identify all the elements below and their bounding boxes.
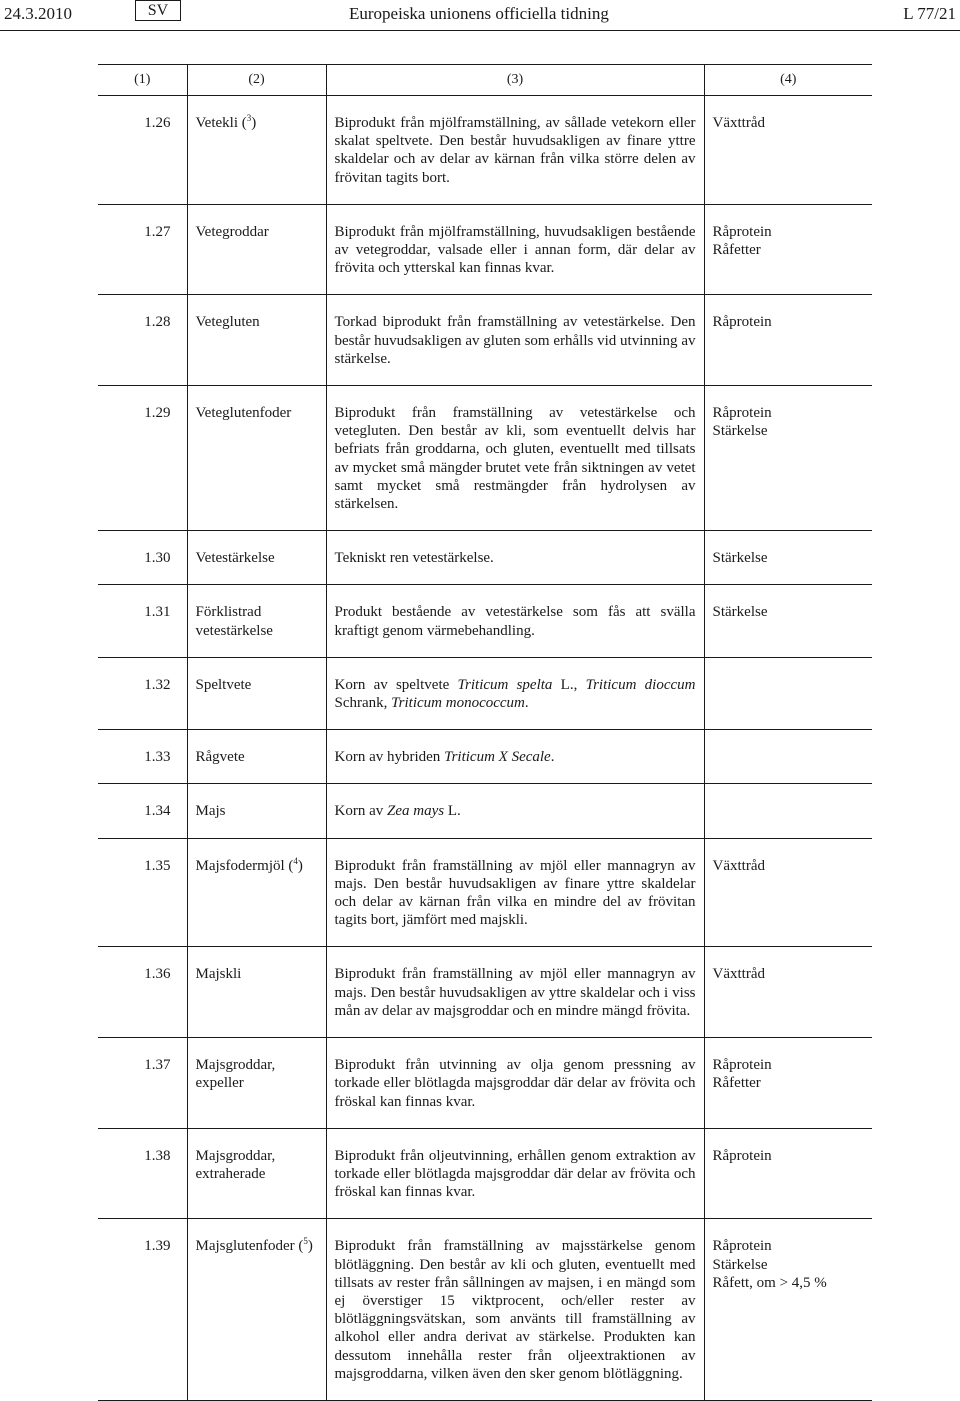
feed-material-name [187,295,326,386]
journal-title: Europeiska unionens officiella tidning [349,4,609,23]
footnote-marker: 4 [293,855,298,866]
feed-material-name [187,947,326,1038]
species-name: Triticum spelta [457,676,553,693]
feed-material-name [187,1038,326,1129]
feed-material-name [187,204,326,295]
description-text: L. [444,803,461,820]
feed-material-name [187,784,326,838]
species-name: Triticum monococcum [391,695,525,712]
feed-material-name-tail: ) [297,857,303,874]
feed-material-description: Biprodukt från mjölframställning, av sållade vetekorn eller skalat speltvete. Den består huvudsakligen av finare yttre skaldelar och av delar av kärnan från vilka större delen av frövitan tagits bort. [326,96,704,205]
compulsory-declaration [704,784,872,838]
feed-material-name [187,730,326,784]
description-text: . [524,695,529,712]
row-number: 1.38 [144,1147,171,1164]
declaration-item: Råprotein [712,405,772,422]
feed-material-description [326,784,704,838]
feed-material-description: Biprodukt från oljeutvinning, erhållen genom extraktion av torkade eller blötlagda majsgroddar där delar av frövita och fröskal kan finnas kvar. [326,1128,704,1219]
table-row [98,1219,872,1401]
feed-material-description: Biprodukt från framställning av vetestärkelse och vetegluten. Den består av kli, som eventuellt delvis har befriats från groddarna, och gluten, eventuellt med tillsats av mycket små mängder brutet vete från siktningen av vetet samt mycket små restmängder från hydrolysen av stärkelsen. [326,386,704,531]
compulsory-declaration [704,1219,872,1401]
compulsory-declaration [704,531,872,585]
feed-material-name-tail: ) [307,1238,313,1255]
declaration-item: Råprotein [712,1147,772,1164]
row-number: 1.36 [144,966,171,983]
feed-material-description: Biprodukt från framställning av mjöl eller mannagryn av majs. Den består huvudsakligen av yttre skaldelar och i viss mån av delar av majsgroddar och en mindre mängd frövita. [326,947,704,1038]
row-number: 1.37 [144,1057,171,1074]
feed-material-name-text: Majs [195,803,226,820]
compulsory-declaration [704,386,872,531]
species-name: Triticum dioccum [585,676,696,693]
feed-material-name [187,1128,326,1219]
description-text: Korn av speltvete [334,676,458,693]
page-reference: L 77/21 [903,4,956,23]
declaration-item: Råfetter [712,1075,761,1092]
compulsory-declaration [704,295,872,386]
declaration-item: Växttråd [712,115,765,131]
feed-material-name [187,838,326,947]
declaration-item: Växttråd [712,966,765,983]
compulsory-declaration [704,947,872,1038]
column-header-1: (1) [134,71,151,87]
table-row [98,657,872,729]
table-row [98,784,872,838]
compulsory-declaration [704,1038,872,1129]
declaration-item: Råfett, om > 4,5 % [712,1274,827,1291]
row-number: 1.27 [144,223,171,240]
table-row [98,730,872,784]
feed-material-name-text: Majsgroddar, expeller [195,1057,276,1092]
declaration-item: Råfetter [712,242,761,259]
table-row [98,585,872,657]
feed-material-description: Biprodukt från utvinning av olja genom pressning av torkade eller blötlagda majsgroddar där delar av frövita och fröskal kan finnas kvar. [326,1038,704,1129]
feed-material-name [187,585,326,657]
table-row [98,1038,872,1129]
table-row [98,1128,872,1219]
feed-material-name [187,96,326,205]
compulsory-declaration [704,1128,872,1219]
compulsory-declaration [704,730,872,784]
feed-material-name-text: Förklistrad vetestärkelse [195,604,273,639]
feed-material-description: Biprodukt från framställning av mjöl eller mannagryn av majs. Den består huvudsakligen av finare yttre skaldelar och delar av kärnan från vilka en mindre del av frövitan tagits bort, jämfört med majskli. [326,838,704,947]
description-text: Schrank, [334,695,392,712]
compulsory-declaration [704,96,872,205]
table-body [98,96,872,1401]
table-row [98,386,872,531]
declaration-item: Växttråd [712,857,765,874]
table-row [98,295,872,386]
feed-material-name-text: Vetekli ( [195,115,247,131]
feed-material-name-text: Vetestärkelse [195,550,275,567]
language-code-box: SV [135,0,181,21]
feed-material-name-tail: ) [251,115,257,131]
compulsory-declaration [704,585,872,657]
species-name: Zea mays [387,803,445,820]
publication-date: 24.3.2010 [4,4,72,23]
feed-material-name-text: Vetegluten [195,314,260,331]
feed-material-name [187,386,326,531]
feed-material-name-text: Vetegroddar [195,223,269,240]
feed-material-name-text: Veteglutenfoder [195,405,292,422]
column-header-2: (2) [187,65,326,96]
feed-materials-table [98,64,872,1401]
declaration-item: Stärkelse [712,604,768,621]
table-row [98,838,872,947]
feed-material-description [326,657,704,729]
row-number: 1.39 [144,1238,171,1255]
column-header-row [98,65,872,96]
table-row [98,96,872,205]
description-text: L., [552,676,586,693]
feed-material-name [187,1219,326,1401]
feed-material-name-text: Majsfodermjöl ( [195,857,294,874]
compulsory-declaration [704,657,872,729]
description-text: . [550,749,555,766]
row-number: 1.31 [144,604,171,621]
feed-material-name-text: Majsglutenfoder ( [195,1238,304,1255]
feed-material-description: Biprodukt från framställning av majsstärkelse genom blötläggning. Den består av kli och gluten, eventuellt med tillsats av rester från sållningen av majsen, i en mängd som ej överstiger 15 viktprocent, och/eller rester av blötläggningsvätskan, som använts till framställning av alkohol eller andra derivat av stärkelse. Produkten kan dessutom innehålla rester från oljeextraktionen av majsgroddarna, vilken även den sker genom blötläggning. [326,1219,704,1401]
declaration-item: Stärkelse [712,1256,768,1273]
feed-material-description: Torkad biprodukt från framställning av vetestärkelse. Den består huvudsakligen av gluten som erhålls vid utvinning av stärkelse. [326,295,704,386]
species-name: Triticum X Secale [444,749,551,766]
feed-material-description: Biprodukt från mjölframställning, huvudsakligen bestående av vetegroddar, valsade eller i annan form, där delar av frövita och ytterskal kan finnas kvar. [326,204,704,295]
page-header [0,0,960,32]
header-rule [0,30,960,31]
feed-material-name-text: Majsgroddar, extraherade [195,1147,276,1182]
column-header-4: (4) [704,65,872,96]
declaration-item: Stärkelse [712,550,768,567]
compulsory-declaration [704,838,872,947]
footnote-marker: 3 [246,113,252,123]
declaration-item: Råprotein [712,223,772,240]
declaration-item: Stärkelse [712,423,768,440]
description-text: Korn av [334,803,387,820]
feed-material-description: Tekniskt ren vetestärkelse. [326,531,704,585]
feed-material-description [326,730,704,784]
declaration-item: Råprotein [712,1238,772,1255]
column-header-3: (3) [326,65,704,96]
footnote-marker: 5 [303,1236,308,1247]
row-number: 1.30 [144,550,171,567]
row-number: 1.26 [144,115,171,131]
table-row [98,531,872,585]
row-number: 1.33 [144,749,171,766]
feed-material-name-text: Majskli [195,966,242,983]
feed-material-description: Produkt bestående av vetestärkelse som fås att svälla kraftigt genom värmebehandling. [326,585,704,657]
row-number: 1.32 [144,676,171,693]
feed-material-name [187,657,326,729]
table-row [98,947,872,1038]
table-row [98,204,872,295]
feed-material-name-text: Speltvete [195,676,252,693]
row-number: 1.35 [144,857,171,874]
declaration-item: Råprotein [712,1057,772,1074]
row-number: 1.28 [144,314,171,331]
description-text: Korn av hybriden [334,749,445,766]
row-number: 1.34 [144,803,171,820]
feed-material-name [187,531,326,585]
compulsory-declaration [704,204,872,295]
feed-material-name-text: Rågvete [195,749,245,766]
declaration-item: Råprotein [712,314,772,331]
row-number: 1.29 [144,405,171,422]
